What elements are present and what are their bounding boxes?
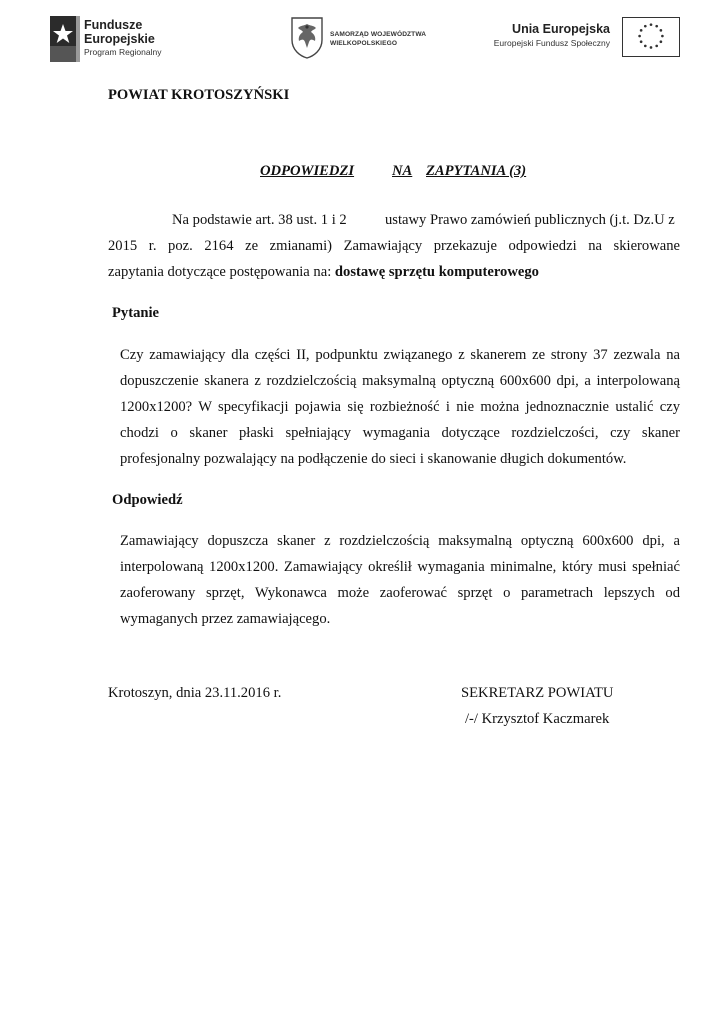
wlkp-logo-text — [330, 31, 426, 48]
eagle-crest-icon — [290, 16, 324, 60]
fe-logo-line1: Fundusze — [84, 18, 143, 32]
ue-logo-line2: Europejski Fundusz Społeczny — [493, 38, 610, 48]
eu-flag-icon — [622, 17, 680, 57]
fe-logo-text — [84, 18, 161, 58]
intro-line1-a: Na podstawie art. 38 ust. 1 i 2 — [172, 212, 347, 228]
answer-line-1: Zamawiający dopuszcza skaner z rozdzielczością maksymalną optyczną 600x600 dpi, a — [120, 533, 680, 549]
answer-line-4: wymaganych przez zamawiającego. — [120, 611, 331, 627]
question-line-1: Czy zamawiający dla części II, podpunktu związanego z skanerem ze strony 37 zezwala na — [120, 347, 680, 363]
question-heading: Pytanie — [112, 305, 160, 321]
question-line-3: 1200x1200? W specyfikacji pojawia się rozbieżność i nie można jednoznacznie ustalić czy — [120, 399, 680, 415]
intro-line2: 2015 r. poz. 2164 ze zmianami) Zamawiający przekazuje odpowiedzi na skierowane — [108, 238, 680, 254]
document-title-part1: ODPOWIEDZI — [260, 163, 355, 179]
document-title-part3: ZAPYTANIA (3) — [426, 163, 527, 179]
fe-logo-line3: Program Regionalny — [84, 47, 162, 57]
answer-line-2: interpolowaną 1200x1200. Zamawiający określił wymagania minimalne, który musi spełniać — [120, 559, 680, 575]
wlkp-logo-line2: WIELKOPOLSKIEGO — [330, 39, 398, 47]
ue-logo-line1: Unia Europejska — [512, 22, 610, 36]
logo-bar — [0, 12, 724, 72]
question-line-5: profesjonalny pozwalający na podłączenie do sieci i skanowanie długich dokumentów. — [120, 451, 627, 467]
question-line-4: chodzi o skaner płaski spełniający wymagania dotyczące rozdzielczości, czy skaner — [120, 425, 680, 441]
answer-line-3: zaoferowany sprzęt, Wykonawca może zaoferować sprzęt o parametrach lepszych od — [120, 585, 680, 601]
intro-line1-b: ustawy Prawo zamówień publicznych (j.t. Dz.U z — [385, 212, 675, 228]
wielkopolska-logo — [290, 16, 450, 70]
intro-line3-subject: dostawę sprzętu komputerowego — [334, 264, 539, 280]
signatory-title: SEKRETARZ POWIATU — [461, 685, 614, 701]
fe-star-icon — [50, 16, 80, 62]
wlkp-logo-line1: SAMORZĄD WOJEWÓDZTWA — [330, 31, 427, 38]
question-line-2: dopuszczenie skanera z rozdzielczością maksymalną optyczną 600x600 dpi, a interpolowaną — [120, 373, 680, 389]
signatory-name: /-/ Krzysztof Kaczmarek — [465, 711, 610, 727]
issuer-heading: POWIAT KROTOSZYŃSKI — [108, 87, 290, 103]
document-title-part2: NA — [392, 163, 413, 179]
intro-line3-prefix: zapytania dotyczące postępowania na: — [108, 264, 335, 280]
fe-logo-line2: Europejskie — [84, 32, 155, 46]
fundusze-europejskie-logo — [50, 16, 180, 68]
place-date: Krotoszyn, dnia 23.11.2016 r. — [108, 685, 282, 701]
ue-logo-text — [470, 22, 610, 49]
intro-line3 — [108, 263, 539, 281]
answer-heading: Odpowiedź — [112, 492, 183, 508]
